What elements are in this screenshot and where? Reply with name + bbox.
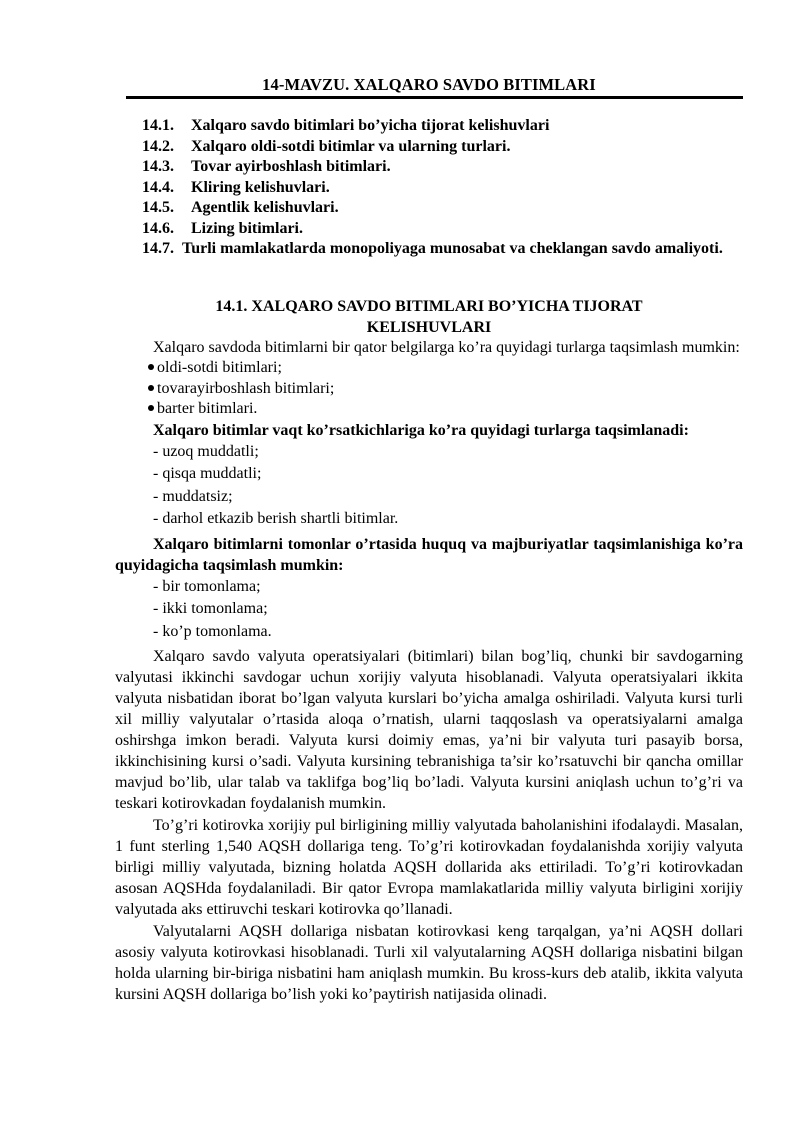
toc-number: 14.7. bbox=[142, 240, 174, 257]
toc-text: Tovar ayirboshlash bitimlari. bbox=[191, 158, 391, 175]
section-title-line: 14.1. XALQARO SAVDO BITIMLARI BO’YICHA TIJORAT bbox=[215, 298, 643, 315]
toc-text: Xalqaro oldi-sotdi bitimlar va ularning turlari. bbox=[191, 137, 511, 155]
paragraph: Valyutalarni AQSH dollariga nisbatan kotirovkasi keng tarqalgan, ya’ni AQSH dollari asosiy valyuta kotirovkasi hisoblanadi. Turli xil valyutalarning AQSH dollariga nisbatini bilgan holda ularning bir-biriga nisbatini ham aniqlash mumkin. Bu kross-kurs deb atalib, ikkita valyuta kursini AQSH dollariga bo’lish yoki ko’paytirish natijasida olinadi. bbox=[115, 923, 743, 1003]
toc-item bbox=[142, 239, 743, 260]
toc-number: 14.2. bbox=[142, 137, 174, 155]
list-item: - qisqa muddatli; bbox=[153, 465, 262, 482]
list-item: - ikki tomonlama; bbox=[153, 600, 268, 617]
list-item: barter bitimlari. bbox=[148, 399, 743, 420]
toc-item bbox=[142, 178, 743, 199]
toc-item bbox=[142, 137, 743, 158]
bullet-icon bbox=[148, 385, 154, 391]
list-item: tovarayirboshlash bitimlari; bbox=[148, 379, 743, 400]
bullet-list bbox=[148, 358, 743, 420]
bullet-icon bbox=[148, 405, 154, 411]
list-item: - darhol etkazib berish shartli bitimlar. bbox=[153, 510, 399, 527]
toc-text: Kliring kelishuvlari. bbox=[191, 178, 330, 196]
section-body bbox=[115, 337, 743, 1005]
toc-text: Turli mamlakatlarda monopoliyaga munosabat va cheklangan savdo amaliyoti. bbox=[182, 240, 723, 257]
toc-number: 14.5. bbox=[142, 199, 174, 216]
intro-paragraph: Xalqaro savdoda bitimlarni bir qator belgilarga ko’ra quyidagi turlarga taqsimlash mumkin: bbox=[153, 339, 740, 356]
toc-number: 14.3. bbox=[142, 158, 174, 175]
toc-item bbox=[142, 198, 743, 219]
bullet-icon bbox=[148, 364, 154, 370]
paragraph: To’g’ri kotirovka xorijiy pul birligining milliy valyutada baholanishini ifodalaydi. Masalan, 1 funt sterling 1,540 AQSH dollariga teng. To’g’ri kotirovkadan foydalanishda xorijiy valyuta birligi milliy valyutada, bizning holatda AQSH dollarida aks ettiriladi. To’g’ri kotirovkadan asosan AQSHda foydalaniladi. Bir qator Evropa mamlakatlarida milliy valyuta birligini xorijiy valyutada aks ettiruvchi teskari kotirovka qo’llanadi. bbox=[115, 817, 743, 918]
toc-item bbox=[142, 116, 743, 137]
toc-text: Agentlik kelishuvlari. bbox=[191, 199, 339, 216]
toc-number: 14.1. bbox=[142, 117, 174, 134]
rights-heading: Xalqaro bitimlarni tomonlar o’rtasida huquq va majburiyatlar taqsimlanishiga ko’ra quyidagicha taqsimlash mumkin: bbox=[115, 535, 743, 574]
list-item: - ko’p tomonlama. bbox=[153, 622, 272, 640]
list-item: - muddatsiz; bbox=[153, 487, 233, 505]
toc-text: Xalqaro savdo bitimlari bo’yicha tijorat kelishuvlari bbox=[191, 117, 550, 134]
chapter-title: 14-MAVZU. XALQARO SAVDO BITIMLARI bbox=[262, 75, 596, 94]
toc-number: 14.4. bbox=[142, 178, 174, 196]
rights-list bbox=[153, 576, 743, 644]
time-list bbox=[153, 441, 743, 531]
paragraph: Xalqaro savdo valyuta operatsiyalari (bitimlari) bilan bog’liq, chunki bir savdogarning valyutasi ikkinchi savdogar uchun xorijiy valyuta hisoblanadi. Valyuta operatsiyalari ikkita valyuta nisbatidan iborat bo’lgan valyuta kurslari bo’yicha amalga oshiriladi. Valyuta kursi turli xil milliy valyutalar o’rtasida aloqa o’rnatish, ularni taqqoslash va operatsiyalarni amalga oshirshga imkon beradi. Valyuta kursi doimiy emas, ya’ni bir valyuta turi pasayib borsa, ikkinchisining kursi o’sadi. Valyuta kursining tebranishiga ta’sir ko’rsatuvchi bir qancha omillar mavjud bo’lib, ular talab va taklifga bog’liq bo’ladi. Valyuta kursini aniqlash uchun to’g’ri va teskari kotirovkadan foydalanish mumkin. bbox=[115, 648, 743, 812]
toc-item bbox=[142, 157, 743, 178]
toc-text: Lizing bitimlari. bbox=[191, 219, 303, 237]
table-of-contents bbox=[142, 116, 743, 260]
toc-number: 14.6. bbox=[142, 219, 174, 237]
title-rule bbox=[126, 96, 743, 99]
time-heading: Xalqaro bitimlar vaqt ko’rsatkichlariga ko’ra quyidagi turlarga taqsimlanadi: bbox=[153, 421, 689, 439]
toc-item bbox=[142, 219, 743, 240]
section-title bbox=[115, 297, 743, 338]
list-item: - uzoq muddatli; bbox=[153, 442, 259, 460]
list-item: oldi-sotdi bitimlari; bbox=[148, 358, 743, 379]
list-item: - bir tomonlama; bbox=[153, 577, 261, 595]
section-title-line: KELISHUVLARI bbox=[366, 318, 492, 336]
